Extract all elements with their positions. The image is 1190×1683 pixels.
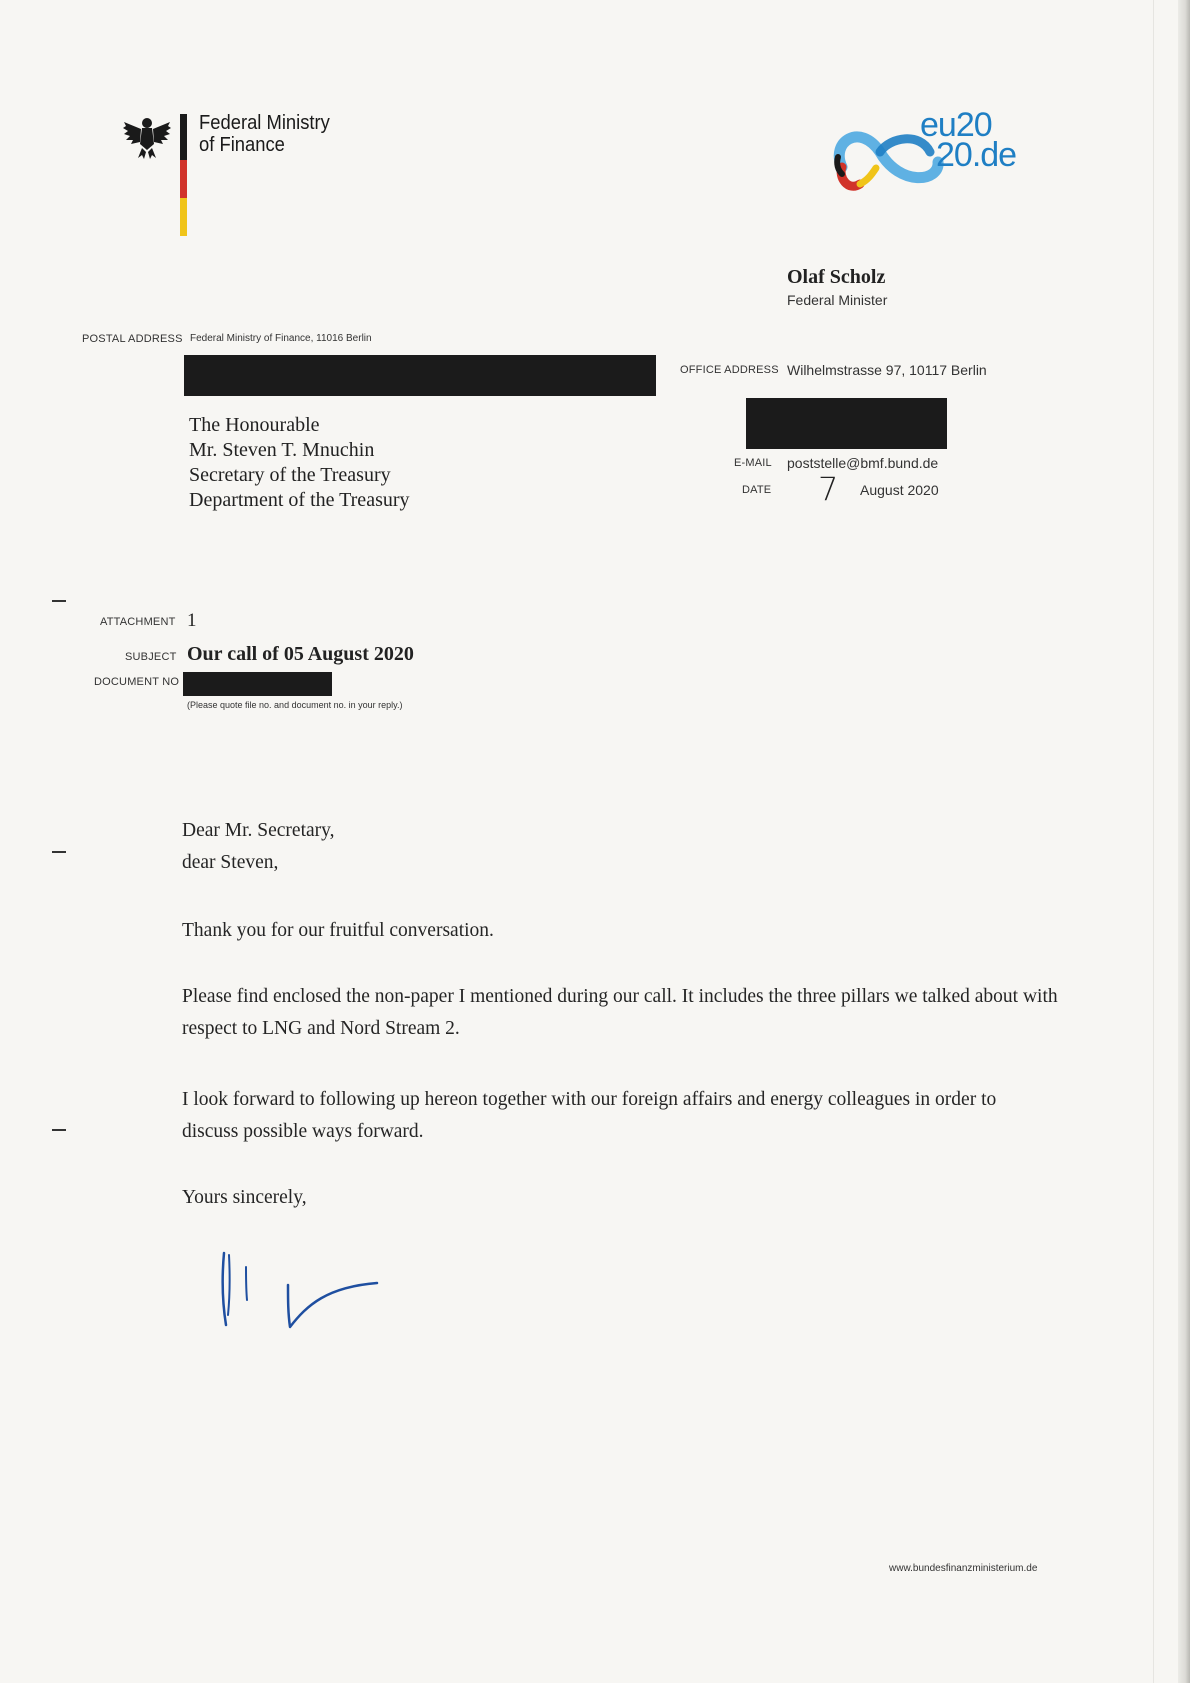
eu-logo-text-1: eu20 [920, 106, 992, 144]
subject-value: Our call of 05 August 2020 [187, 643, 414, 665]
footer-url: www.bundesfinanzministerium.de [889, 1563, 1038, 1574]
attachment-value: 1 [187, 610, 197, 631]
subject-label: SUBJECT [125, 651, 177, 663]
salutation-line-1: Dear Mr. Secretary, [182, 820, 335, 841]
office-address-label: OFFICE ADDRESS [680, 364, 779, 376]
eu2020-logo [820, 106, 1060, 202]
redacted-address-block [184, 355, 656, 396]
sender-title: Federal Minister [787, 292, 888, 308]
ministry-name-line1: Federal Ministry [199, 112, 330, 134]
ministry-name-line2: of Finance [199, 134, 285, 156]
fold-mark [52, 600, 66, 602]
paper-fold-line [1153, 0, 1154, 1683]
paper-edge [1178, 0, 1190, 1683]
federal-eagle-icon [122, 114, 172, 160]
postal-address-label: POSTAL ADDRESS [82, 333, 183, 345]
recipient-line-1: The Honourable [189, 414, 320, 436]
recipient-address [189, 413, 410, 513]
email-label: E-MAIL [734, 457, 772, 469]
punch-mark [52, 851, 66, 853]
postal-address-value: Federal Ministry of Finance, 11016 Berlin [190, 333, 372, 344]
paragraph-1: Thank you for our fruitful conversation. [182, 920, 494, 941]
handwritten-day: 7 [818, 470, 839, 508]
document-no-label: DOCUMENT NO [94, 676, 180, 688]
handwritten-signature [212, 1245, 392, 1335]
paragraph-3: I look forward to following up hereon together with our foreign affairs and energy colleagues in order to discuss possible ways forward. [182, 1089, 997, 1142]
email-value: poststelle@bmf.bund.de [787, 455, 939, 471]
date-value: August 2020 [860, 482, 939, 498]
sender-name: Olaf Scholz [787, 266, 886, 288]
eu-logo-text-2: 20.de [936, 136, 1017, 174]
recipient-line-3: Secretary of the Treasury [189, 464, 391, 486]
office-address-value: Wilhelmstrasse 97, 10117 Berlin [787, 362, 987, 378]
attachment-label: ATTACHMENT [100, 616, 176, 628]
fold-mark [52, 1129, 66, 1131]
redacted-contact-block [746, 398, 947, 449]
recipient-line-4: Department of the Treasury [189, 489, 410, 511]
closing: Yours sincerely, [182, 1187, 307, 1208]
redacted-document-number [183, 672, 332, 696]
recipient-line-2: Mr. Steven T. Mnuchin [189, 439, 375, 461]
salutation-line-2: dear Steven, [182, 852, 279, 873]
ministry-logo [122, 112, 352, 237]
date-label: DATE [742, 484, 772, 496]
flag-bar [180, 114, 187, 236]
paragraph-2: Please find enclosed the non-paper I mentioned during our call. It includes the three pillars we talked about with respect to LNG and Nord Stream 2. [182, 986, 1058, 1039]
reply-note: (Please quote file no. and document no. in your reply.) [187, 700, 403, 710]
